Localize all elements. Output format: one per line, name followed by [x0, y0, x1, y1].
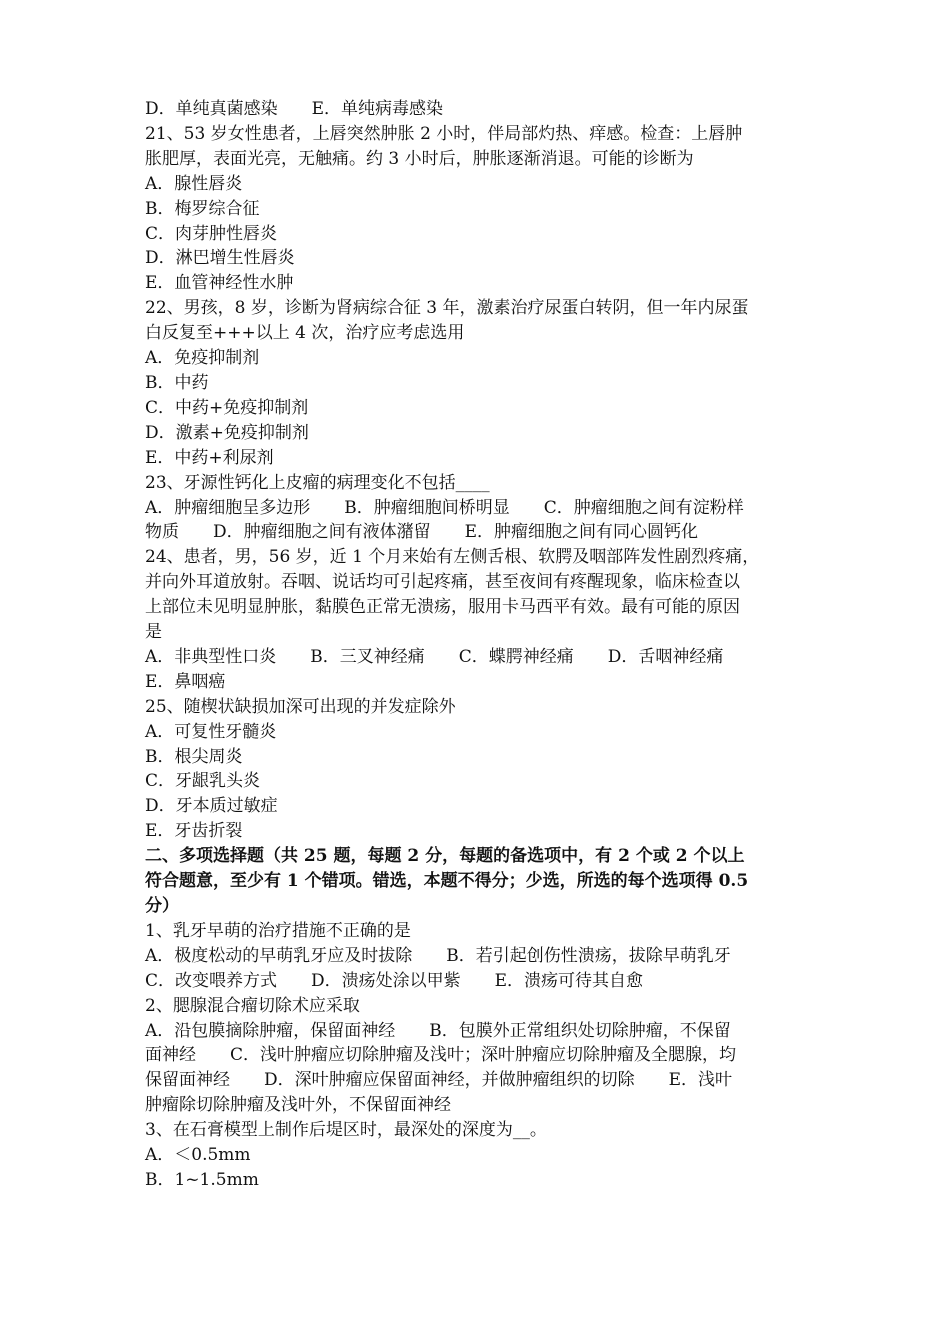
text-line: B．梅罗综合征 [145, 198, 260, 219]
text-line: 2、腮腺混合瘤切除术应采取 [145, 995, 360, 1016]
text-line: 物质 D．肿瘤细胞之间有液体潴留 E．肿瘤细胞之间有同心圆钙化 [145, 522, 699, 543]
text-line: C．中药+免疫抑制剂 [145, 397, 309, 418]
text-line: 24、患者，男，56 岁，近 1 个月来始有左侧舌根、软腭及咽部阵发性剧烈疼痛， [145, 547, 760, 568]
text-line: 白反复至+++以上 4 次，治疗应考虑选用 [145, 323, 465, 344]
text-line: A．肿瘤细胞呈多边形 B．肿瘤细胞间桥明显 C．肿瘤细胞之间有淀粉样 [145, 497, 744, 518]
text-line: E．中药+利尿剂 [145, 447, 274, 468]
text-line: 3、在石膏模型上制作后堤区时，最深处的深度为__。 [145, 1120, 547, 1141]
text-line: C．肉芽肿性唇炎 [145, 223, 278, 244]
section-heading-line: 符合题意，至少有 1 个错项。错选，本题不得分；少选，所选的每个选项得 0.5 [145, 871, 749, 892]
text-line: B．1~1.5mm [145, 1169, 259, 1190]
text-line: 22、男孩，8 岁，诊断为肾病综合征 3 年，激素治疗尿蛋白转阴，但一年内尿蛋 [145, 298, 749, 319]
text-line: E．鼻咽癌 [145, 671, 226, 692]
text-line: C．牙龈乳头炎 [145, 771, 261, 792]
text-line: 胀肥厚，表面光亮，无触痛。约 3 小时后，肿胀逐渐消退。可能的诊断为 [145, 148, 694, 169]
section-heading-line: 二、多项选择题（共 25 题，每题 2 分，每题的备选项中，有 2 个或 2 个以上 [145, 846, 745, 867]
section-heading-line: 分） [145, 896, 179, 916]
text-line: 23、牙源性钙化上皮瘤的病理变化不包括____ [145, 472, 490, 493]
text-line: 是 [145, 622, 162, 643]
text-line: A．＜0.5mm [145, 1145, 251, 1166]
text-line: B．中药 [145, 372, 209, 393]
text-line: 面神经 C．浅叶肿瘤应切除肿瘤及浅叶；深叶肿瘤应切除肿瘤及全腮腺，均 [145, 1045, 737, 1066]
document-page [145, 97, 813, 1193]
text-line: 保留面神经 D．深叶肿瘤应保留面神经，并做肿瘤组织的切除 E．浅叶 [145, 1070, 733, 1091]
text-line: 21、53 岁女性患者，上唇突然肿胀 2 小时，伴局部灼热、痒感。检查：上唇肿 [145, 123, 743, 144]
text-line: A．非典型性口炎 B．三叉神经痛 C．蝶腭神经痛 D．舌咽神经痛 [145, 646, 724, 667]
text-line: E．血管神经性水肿 [145, 273, 294, 294]
text-line: D．淋巴增生性唇炎 [145, 248, 295, 269]
text-line: 上部位未见明显肿胀，黏膜色正常无溃疡，服用卡马西平有效。最有可能的原因 [145, 597, 740, 618]
text-line: 25、随楔状缺损加深可出现的并发症除外 [145, 696, 456, 717]
text-line: 1、乳牙早萌的治疗措施不正确的是 [145, 920, 411, 941]
text-line: A．腺性唇炎 [145, 173, 243, 194]
text-line: 并向外耳道放射。吞咽、说话均可引起疼痛，甚至夜间有疼醒现象，临床检查以 [145, 572, 740, 593]
text-line: C．改变喂养方式 D．溃疡处涂以甲紫 E．溃疡可待其自愈 [145, 970, 644, 991]
text-line: B．根尖周炎 [145, 746, 243, 767]
text-line: 肿瘤除切除肿瘤及浅叶外，不保留面神经 [145, 1095, 451, 1116]
text-line: A．沿包膜摘除肿瘤，保留面神经 B．包膜外正常组织处切除肿瘤，不保留 [145, 1020, 731, 1041]
text-line: D．单纯真菌感染 E．单纯病毒感染 [145, 99, 444, 119]
text-line: E．牙齿折裂 [145, 821, 243, 842]
text-line: D．牙本质过敏症 [145, 796, 278, 817]
text-line: D．激素+免疫抑制剂 [145, 422, 309, 443]
text-line: A．极度松动的早萌乳牙应及时拔除 B．若引起创伤性溃疡，拔除早萌乳牙 [145, 945, 731, 966]
text-line: A．可复性牙髓炎 [145, 721, 277, 742]
text-line: A．免疫抑制剂 [145, 348, 260, 369]
